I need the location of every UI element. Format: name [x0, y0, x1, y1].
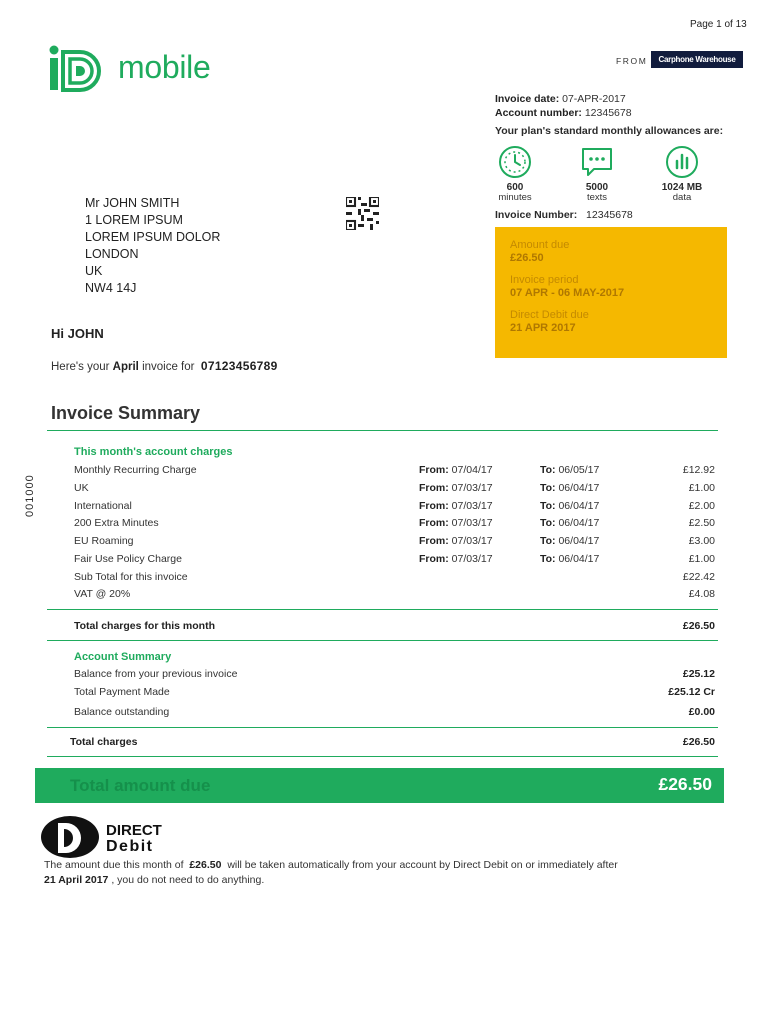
- direct-debit-logo: [40, 815, 190, 861]
- customer-address: [85, 195, 220, 297]
- charge-row: UK From: 07/03/17 To: 06/04/17 £1.00: [74, 482, 715, 494]
- dd-due-label: Direct Debit due: [510, 309, 589, 321]
- invoice-date: Invoice date: 07-APR-2017: [495, 93, 626, 105]
- address-line: 1 LOREM IPSUM: [85, 213, 183, 227]
- charge-row: EU Roaming From: 07/03/17 To: 06/04/17 £3.00: [74, 535, 715, 547]
- divider: [47, 430, 718, 431]
- direct-debit-notice: The amount due this month of £26.50 will be taken automatically from your account by Direct Debit on or immediately after 21 April 2017 , you do not need to do anything.: [44, 859, 618, 886]
- address-line: UK: [85, 264, 103, 278]
- total-due-label: Total amount due: [70, 776, 211, 795]
- charge-row: International From: 07/03/17 To: 06/04/17 £2.00: [74, 500, 715, 512]
- side-code: 001000: [24, 474, 36, 517]
- phone-number: 07123456789: [200, 359, 278, 373]
- subtotal-row: Sub Total for this invoice £22.42: [74, 571, 715, 583]
- total-charges-row: Total charges £26.50: [70, 736, 715, 748]
- clock-icon: [498, 145, 532, 179]
- address-line: Mr JOHN SMITH: [85, 196, 180, 210]
- partner-badge: Carphone Warehouse: [651, 51, 743, 68]
- charge-row: Fair Use Policy Charge From: 07/03/17 To: 06/04/17 £1.00: [74, 553, 715, 565]
- account-row: Balance outstanding £0.00: [74, 706, 715, 718]
- account-row: Total Payment Made £25.12 Cr: [74, 686, 715, 698]
- allowances-title: Your plan's standard monthly allowances are:: [495, 125, 724, 137]
- address-line: LONDON: [85, 247, 139, 261]
- bar-chart-icon: [665, 145, 699, 179]
- allowance-texts: 5000 texts: [562, 145, 632, 203]
- from-label: FROM: [616, 56, 648, 66]
- dd-due-value: 21 APR 2017: [510, 322, 576, 334]
- dd-logo-line2: Debit: [106, 838, 154, 855]
- divider: [47, 640, 718, 641]
- divider: [47, 609, 718, 610]
- divider: [47, 756, 718, 757]
- divider: [47, 727, 718, 728]
- amount-due-value: £26.50: [510, 252, 544, 264]
- brand-name: mobile: [118, 49, 211, 85]
- month-total-row: Total charges for this month £26.50: [74, 620, 715, 632]
- invoice-number: Invoice Number: 12345678: [495, 209, 633, 221]
- address-line: NW4 14J: [85, 281, 137, 295]
- total-due-amount: £26.50: [658, 774, 712, 794]
- amount-due-box: [495, 227, 727, 358]
- allowance-data: 1024 MB data: [647, 145, 717, 203]
- invoice-period-label: Invoice period: [510, 274, 579, 286]
- page-indicator: Page 1 of 13: [690, 19, 747, 30]
- charge-row: Monthly Recurring Charge From: 07/04/17 To: 06/05/17 £12.92: [74, 464, 715, 476]
- charges-section-title: This month's account charges: [74, 446, 233, 458]
- intro-line: Here's your April invoice for 07123456789: [51, 359, 278, 373]
- address-line: LOREM IPSUM DOLOR: [85, 230, 221, 244]
- invoice-period-value: 07 APR - 06 MAY-2017: [510, 287, 625, 299]
- allowance-minutes: 600 minutes: [480, 145, 550, 203]
- account-row: Balance from your previous invoice £25.12: [74, 668, 715, 680]
- dd-logo-line1: DIRECT: [106, 822, 162, 839]
- invoice-summary-title: Invoice Summary: [51, 403, 201, 423]
- amount-due-label: Amount due: [510, 239, 570, 251]
- vat-row: VAT @ 20% £4.08: [74, 588, 715, 600]
- account-number: Account number: 12345678: [495, 107, 632, 119]
- greeting: Hi JOHN: [51, 326, 104, 341]
- speech-bubble-icon: [580, 145, 614, 179]
- account-summary-title: Account Summary: [74, 651, 172, 663]
- charge-row: 200 Extra Minutes From: 07/03/17 To: 06/04/17 £2.50: [74, 517, 715, 529]
- qr-code: [346, 197, 379, 230]
